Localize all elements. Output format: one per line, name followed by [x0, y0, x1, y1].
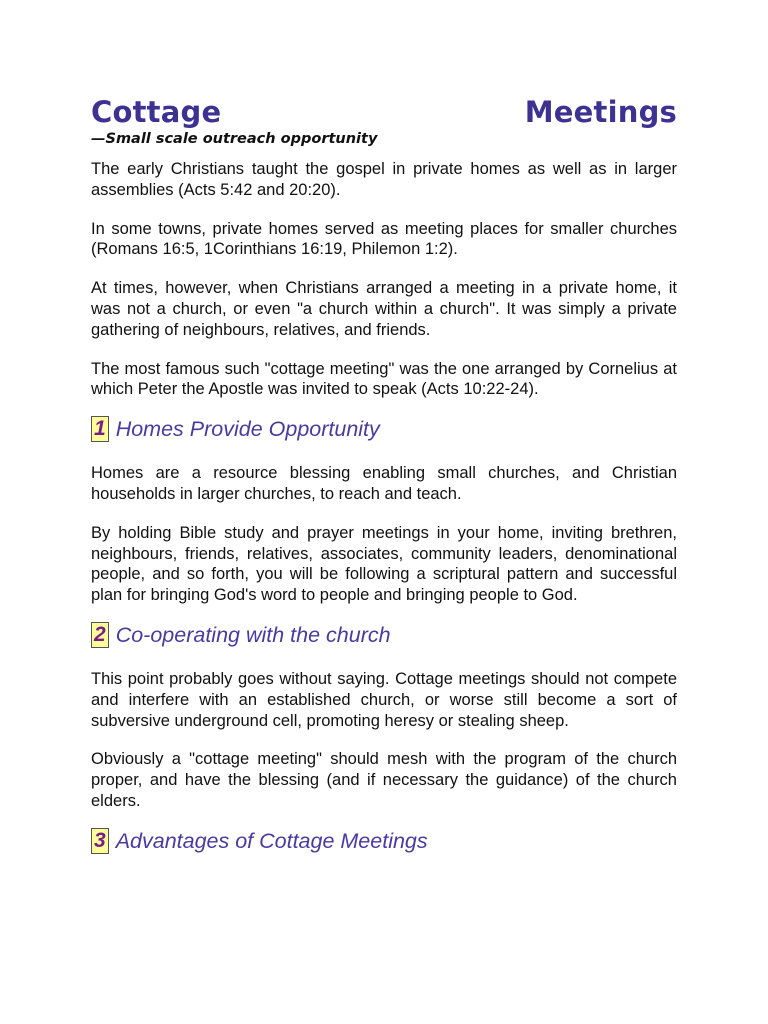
- section-number-1: 1: [91, 416, 109, 442]
- title-left-word: Cottage: [91, 95, 222, 129]
- section-2-paragraph-2: Obviously a "cottage meeting" should mesh with the program of the church proper, and have the blessing (and if necessary the guidance) of the church elders.: [91, 750, 677, 810]
- title-right-word: Meetings: [524, 95, 677, 129]
- section-title-3: Advantages of Cottage Meetings: [115, 828, 428, 853]
- section-number-2: 2: [91, 622, 109, 648]
- section-title-2: Co-operating with the church: [115, 622, 391, 647]
- section-1-paragraph-1: Homes are a resource blessing enabling small churches, and Christian households in larger churches, to reach and teach.: [91, 464, 677, 503]
- document-page: [91, 92, 677, 856]
- intro-paragraph-4: The most famous such "cottage meeting" was the one arranged by Cornelius at which Peter the Apostle was invited to speak (Acts 10:22-24).: [91, 359, 677, 399]
- intro-paragraph-2: In some towns, private homes served as meeting places for smaller churches (Romans 16:5, 1Corinthians 16:19, Philemon 1:2).: [91, 219, 677, 259]
- section-number-3: 3: [91, 828, 109, 854]
- section-heading-1: [91, 414, 677, 444]
- intro-paragraph-1: The early Christians taught the gospel in private homes as well as in larger assemblies (Acts 5:42 and 20:20).: [91, 160, 677, 199]
- section-heading-2: [91, 620, 677, 650]
- section-title-1: Homes Provide Opportunity: [115, 417, 380, 442]
- document-subtitle: —Small scale outreach opportunity: [91, 131, 378, 147]
- section-1-paragraph-2: By holding Bible study and prayer meetings in your home, inviting brethren, neighbours, friends, relatives, associates, community leaders, denominational people, and so forth, you will be following a scriptural pattern and successful plan for bringing God's word to people and bringing people to God.: [91, 523, 677, 605]
- section-heading-3: [91, 826, 677, 856]
- section-2-paragraph-1: This point probably goes without saying. Cottage meetings should not compete and interfere with an established church, or worse still become a sort of subversive underground cell, promoting heresy or stealing sheep.: [91, 669, 677, 730]
- intro-paragraph-3: At times, however, when Christians arranged a meeting in a private home, it was not a church, or even "a church within a church". It was simply a private gathering of neighbours, relatives, and friends.: [91, 279, 677, 339]
- document-title: [91, 92, 677, 132]
